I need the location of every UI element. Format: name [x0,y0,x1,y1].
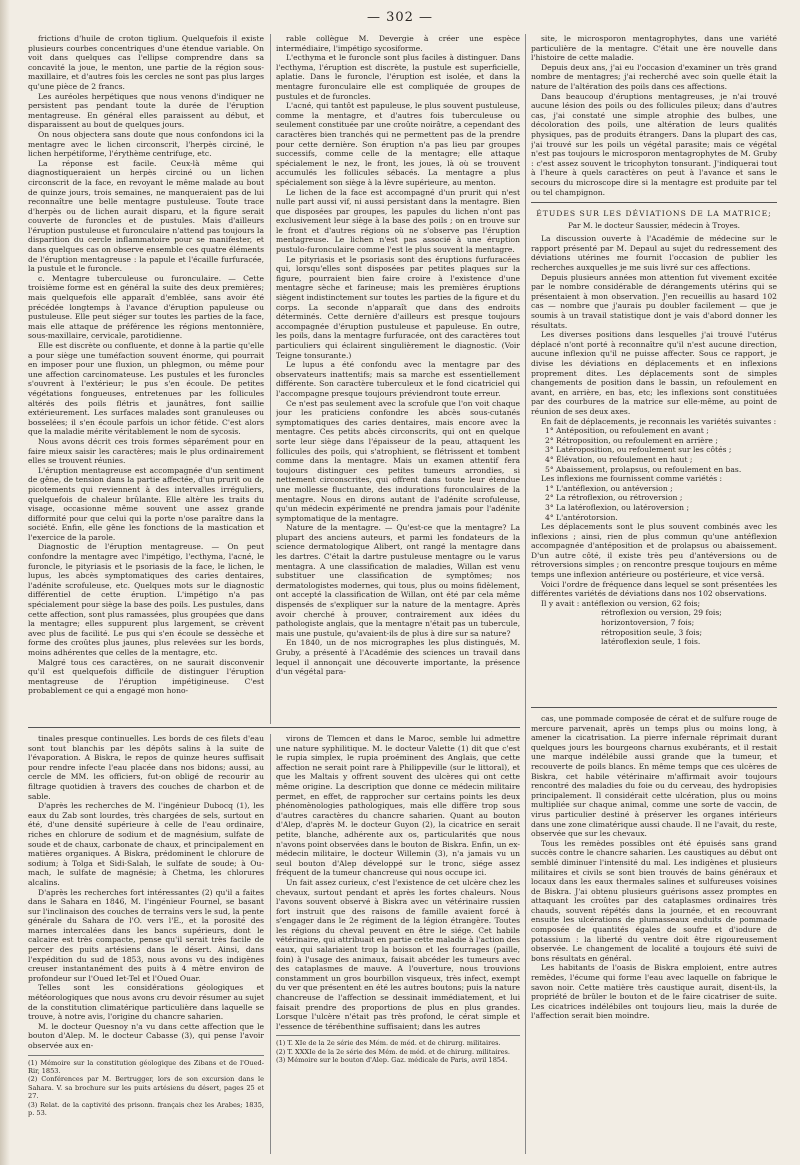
list-item: 3° La latéroflexion, ou latéroversion ; [545,502,690,512]
column-5 [276,734,520,1154]
list-item: 4° Élévation, ou refoulement en haut ; [545,454,693,464]
paragraph: D'après les recherches fort intéressantes (2) qu'il a faites dans le Sahara en 1846, M. l'ingénieur Fournel, se basant sur l'inclinaison des couches de terrains vers le sud, la pente générale du Sahara de l'O. vers l'E., et la porosité des marnes intercalées dans les bancs supérieurs, dont le calcaire est très compacte, pense qu'il serait très facile de percer des puits artésiens dans le désert. Ainsi, dans l'expédition du sud de 1853, nous avons vu des indigènes creuser instantanément des puits à 4 mètre environ de profondeur sur l'Oued Iet-Tel et l'Oued Ouar. [28,887,264,983]
paragraph: Diagnostic de l'éruption mentagreuse. — On peut confondre la mentagre avec l'impétigo, l'ecthyma, l'acné, le furoncle, le pityriasis et le psoriasis de la face, le lichen, le lupus, les abcès symptomatiques des caries dentaires, l'adénite scrofuleuse, etc. Quelques mots sur le diagnostic différentiel de cette éruption. L'impétigo n'a pas spécialement pour siège la base des poils. Les pustules, dans cette affection, sont plus ramassées, plus groupées que dans la mentagre; elles suppurent plus largement, se crèvent avec plus de facilité. Le pus qui s'en écoule se dessèche et forme des croûtes plus jaunes, plus relevées sur les bords, moins adhérentes que celles de la mentagre, etc. [28,542,264,657]
column-rule [525,714,526,1154]
paragraph: c. Mentagre tuberculeuse ou furonculaire. — Cette troisième forme est en général la suite des deux premières; mais quelquefois elle apparaît d'emblée, sans avoir été précédée longtemps à l'avance d'éruption papuleuse ou pustuleuse. Elle peut siéger sur toutes les parties de la face, mais elle attaque de préférence les régions mentonnière, sous-maxillaire, cervicale, parotidienne. [28,273,264,341]
column-2 [276,34,520,724]
paragraph: Tous les remèdes possibles ont été épuisés sans grand succès contre le chancre saharien. Les caustiques au début ont semblé diminuer l'intensité du mal. Les indigènes et plusieurs militaires et civils se sont bien trouvés de bains généraux et locaux dans les eaux thermales salines et sulfureuses voisines de Biskra. J'ai obtenu plusieurs guérisons assez promptes en attaquant les croûtes par des cataplasmes ordinaires très chauds, souvent répétés dans la journée, et en recouvrant ensuite les ulcérations de plumasseaux enduits de pommade composée de quantités égales de soufre et d'iodure de potassium : la liberté du ventre doit être rigoureusement observée. Le changement de localité a toujours été suivi de bons résultats en général. [531,838,777,963]
paragraph: Les auréoles herpétiques que nous venons d'indiquer ne persistent pas pendant toute la durée de l'éruption mentagreuse. En général elles paraissent au début, et disparaissent au bout de quelques jours. [28,91,264,130]
paragraph: L'ecthyma et le furoncle sont plus faciles à distinguer. Dans l'ecthyma, l'éruption est discrète, la pustule est superficielle, aplatie. Dans le furoncle, l'éruption est isolée, et dans la mentagre furonculaire elle est compliquée de groupes de pustules et de furoncles. [276,53,520,101]
paragraph: Le lichen de la face est accompagné d'un prurit qui n'est nulle part aussi vif, ni aussi persistant dans la mentagre. Bien que disposées par groupes, les papules du lichen n'ont pas exclusivement leur siège à la base des poils ; on en trouve sur le front et d'autres régions où ne s'observe pas l'éruption mentagreuse. Le lichen n'est pas associé à une éruption pustulo-furonculaire comme l'est le plus souvent la mentagre. [276,187,520,255]
paragraph: La réponse est facile. Ceux-là même qui diagnostiqueraient un herpès circiné ou un lichen circonscrit de la face, en revoyant le même malade au bout de quinze jours, trois semaines, ne manqueraient pas de lui reconnaître une belle mentagre pustuleuse. Toute trace d'herpès ou de lichen aurait disparu, et la figure serait couverte de furoncles et de pustules. Mais d'ailleurs l'éruption pustuleuse et furonculaire n'attend pas toujours la disparition du cercle inflammatoire pour se manifester, et dans quelques cas on observe ensemble ces quatre éléments de l'éruption mentagreuse : la papule et l'écaille furfuracée, la pustule et le furoncle. [28,158,264,274]
paragraph: rable collègue M. Devergie à créer une espèce intermédiaire, l'impétigo sycosiforme. [276,34,520,53]
paragraph: Nous avons décrit ces trois formes séparément pour en faire mieux saisir les caractères; mais le plus ordinairement elles se trouvent réunies. [28,436,264,466]
column-rule [270,34,271,724]
paragraph: Les inflexions me fournissent comme variétés : [541,474,723,484]
paragraph: cas, une pommade composée de cérat et de sulfure rouge de mercure parvenait, après un temps plus ou moins long, à amener la cicatrisation. La pierre infernale réprimait durant quelques jours les bourgeons charnus exubérants, et il restait une marque indélébile aussi grande que la tumeur, et recouverte de poils blancs. En même temps que ces ulcères de Biskra, cet habile vétérinaire m'affirmait avoir toujours rencontré des maladies du foie ou du cerveau, des hydropisies principalement. Il considérait cette ulcération, plus ou moins multipliée sur chaque animal, comme une sorte de vaccin, de virus particulier destiné à préserver les organes intérieurs dans une zone climatérique aussi chaude. Il ne l'avait, du reste, observée que sur les chevaux. [531,714,777,839]
list-item: 5° Abaissement, prolapsus, ou refoulement en bas. [545,464,742,474]
list-item: 4° L'antérotorsion. [545,512,618,522]
paragraph: Nature de la mentagre. — Qu'est-ce que la mentagre? La plupart des anciens auteurs, et parmi les fondateurs de la science dermatologique Alibert, ont rangé la mentagre dans les dartres. C'était la dartre pustuleuse mentagre ou le varus mentagra. A une classification de maladies, Willan est venu substituer une classification de symptômes; nos dermatologistes modernes, qui tous, plus ou moins fidèlement, ont accepté la classification de Willan, ont été par cela même dispensés de s'expliquer sur la nature de la mentagre. Après avoir cherché à prouver, contrairement aux idées du pathologiste anglais, que la mentagre n'était pas un tubercule, mais une pustule, qu'avaient-ils de plus à dire sur sa nature? [276,523,520,638]
paragraph: site, le microsporon mentagrophytes, dans une variété particulière de la mentagre. C'était une ère nouvelle dans l'histoire de cette maladie. [531,34,777,63]
footnote: (3) Relat. de la captivité des prisonn. français chez les Arabes; 1835, p. 53. [28,1100,264,1118]
column-rule [270,734,271,1154]
list-item: latéroflexion seule, 1 fois. [601,637,701,647]
paragraph: Telles sont les considérations géologiques et météorologiques que nous avons cru devoir résumer au sujet de la constitution climatérique particulière dans laquelle se trouve, à notre avis, l'origine du chancre saharien. [28,983,264,1022]
paragraph: Il y avait : antéflexion ou version, 62 fois; [541,598,701,608]
paragraph: virons de Tlemcen et dans le Maroc, semble lui admettre une nature syphilitique. M. le docteur Valette (1) dit que c'est le rupia simplex, le rupia proéminent des Anglais, que cette affection ne serait point rare à Philippeville (sur le littoral), et que les Maltais y offrent souvent des ulcères qui ont cette même origine. La description que donne ce médecin militaire permet, en effet, de rapprocher sur certains points les deux phénomènologies pathologiques, mais elle diffère trop sous d'autres caractères du chancre saharien. Quant au bouton d'Alep, d'après M. le docteur Guyon (2), la cicatrice en serait petite, blanche, adhérente aux os, particularités que nous n'avons point observées dans le bouton de Biskra. Enfin, un ex-médecin militaire, le docteur Willemin (3), n'a jamais vu un seul bouton d'Alep développé sur le tronc, siége assez fréquent de la tumeur chancreuse qui nous occupe ici. [276,734,520,878]
paragraph: On nous objectera sans doute que nous confondons ici la mentagre avec le lichen circonscrit, l'herpès circiné, le lichen herpétiforme, l'érythème centrifuge, etc. [28,129,264,159]
page-divider [28,727,520,728]
binding-fold [0,0,10,1165]
footnote: (1) T. XIe de la 2e série des Mém. de méd. et de chirurg. militaires. [276,1039,501,1048]
paragraph: Dans beaucoup d'éruptions mentagreuses, je n'ai trouvé aucune lésion des poils ou des follicules pileux; dans d'autres cas, j'ai constaté une simple atrophie des bulbes, une décoloration des poils, une altération de leurs qualités physiques, pas de produits étrangers. Dans la plupart des cas, j'ai trouvé sur les poils un végétal parasite; mais ce végétal n'est pas toujours le microsporon mentagrophytes de M. Gruby : c'est assez souvent le tricophyton tonsurant. J'indiquerai tout à l'heure à quels caractères on peut à l'avance et sans le secours du microscope dire si la mentagre est produite par tel ou tel champignon. [531,91,777,197]
section-title: ÉTUDES SUR LES DÉVIATIONS DE LA MATRICE; [536,209,772,219]
paragraph: Ce n'est pas seulement avec la scrofule que l'on voit chaque jour les praticiens confondre les abcès sous-cutanés symptomatiques des caries dentaires, mais encore avec la mentagre. Ces petits abcès circonscrits, qui ont en quelque sorte leur siège dans l'épaisseur de la peau, attaquent les follicules des poils, qui s'atrophient, se flétrissent et tombent comme dans la mentagre. Mais un examen attentif fera toujours distinguer ces petites tumeurs arrondies, si nettement circonscrites, qui offrent dans toute leur étendue une mollesse fluctuante, des indurations furonculaires de la mentagre. Nous en dirons autant de l'adénite scrofuleuse, qu'un médecin expérimenté ne prendra jamais pour l'adénite symptomatique de la mentagre. [276,398,520,523]
list-item: 1° L'antéflexion, ou antéversion ; [545,483,673,493]
paragraph: Depuis deux ans, j'ai eu l'occasion d'examiner un très grand nombre de mentagres; j'ai recherché avec soin quelle était la nature de l'altération des poils dans ces affections. [531,62,777,91]
page-divider [531,707,777,708]
list-item: 1° Antéposition, ou refoulement en avant ; [545,426,709,436]
section-author: Par M. le docteur Saussier, médecin à Troyes. [567,220,740,230]
column-rule [525,34,526,724]
list-item: horizontoversion, 7 fois; [601,618,695,628]
paragraph: L'éruption mentagreuse est accompagnée d'un sentiment de gêne, de tension dans la partie affectée, d'un prurit ou de picotements qui reviennent à des intervalles irréguliers, quelquefois de chaleur brûlante. Elle altère les traits du visage, occasionne même souvent une assez grande difformité pour que celui qui la porte n'ose paraître dans la société. Enfin, elle gêne les fonctions de la mastication et l'exercice de la parole. [28,465,264,542]
paragraph: Un fait assez curieux, c'est l'existence de cet ulcère chez les chevaux, surtout pendant et après les fortes chaleurs. Nous l'avons souvent observé à Biskra avec un vétérinaire russien fort instruit que des raisons de famille avaient forcé à s'engager dans le 2e régiment de la légion étrangère. Toutes les régions du cheval peuvent en être le siége. Cet habile vétérinaire, qui attribuait en partie cette maladie à l'action des eaux, qui salariaient trop la boisson et les fourrages (paille, foin) à l'usage des animaux, faisait abcéder les tumeurs avec des cataplasmes de mauve. A l'ouverture, nous trouvions constamment un gros bourbillon visqueux, très infect, exempt du ver que présentent en été les autres boutons; puis la nature chancreuse de l'affection se dessinait immédiatement, et lui faisait prendre des proportions de plus en plus grandes. Lorsque l'ulcère n'était pas très profond, le cérat simple et l'essence de térébenthine suffisaient; dans les autres [276,877,520,1031]
list-item: 2° Rétroposition, ou refoulement en arrière ; [545,435,718,445]
paragraph: Voici l'ordre de fréquence dans lequel se sont présentées les différentes variétés de déviations dans nos 102 observations. [531,579,777,599]
column-3 [531,34,777,684]
footnote: (1) Mémoire sur la constitution géologique des Zibans et de l'Oued-Rir, 1853. [28,1058,264,1075]
column-6 [531,714,777,1154]
paragraph: frictions d'huile de croton tiglium. Quelquefois il existe plusieurs courbes concentriques d'une étendue variable. On voit dans quelques cas l'ellipse comprendre dans sa concavité la joue, le menton, une partie de la région sous-maxillaire, et d'autres fois les cercles ne sont pas plus larges qu'une pièce de 2 francs. [28,34,264,91]
list-item: rétroflexion ou version, 29 fois; [601,608,722,618]
footnotes [276,1035,520,1064]
paragraph: Le lupus a été confondu avec la mentagre par des observateurs inattentifs; mais sa marche est essentiellement différente. Son caractère tuberculeux et le fond cicatriciel qui l'accompagne presque toujours préviendront toute erreur. [276,360,520,398]
footnotes [28,1055,264,1118]
paragraph: M. le docteur Quesnoy n'a vu dans cette affection que le bouton d'Alep. M. le docteur Cabasse (3), qui pense l'avoir observée aux en- [28,1021,264,1050]
list-item: 3° Latéroposition, ou refoulement sur les côtés ; [545,445,732,455]
paragraph: Malgré tous ces caractères, on ne saurait disconvenir qu'il est quelquefois difficile de distinguer l'éruption mentagreuse de l'éruption impétigineuse. C'est probablement ce qui a engagé mon hono- [28,657,264,696]
paragraph: Les diverses positions dans lesquelles j'ai trouvé l'utérus déplacé n'ont porté à reconnaître qu'il n'est aucune direction, aucune inflexion qu'il ne puisse affecter. Sous ce rapport, je divise les déviations en déplacements et en inflexions proprement dites. Les déplacements sont de simples changements de position dans le bassin, un refoulement en avant, en arrière, en bas, etc; les inflexions sont constituées par des courbures de la matrice sur elle-même, au point de réunion de ses deux axes. [531,330,777,416]
paragraph: En fait de déplacements, je reconnais les variétés suivantes : [541,416,777,426]
column-1 [28,34,264,724]
paragraph: Depuis plusieurs années mon attention fut vivement excitée par le nombre considérable de dérangements utérins qui se présentaient à mon observation. J'en recueillis au hasard 102 cas — nombre que j'aurais pu doubler facilement — que je soumis à un travail statistique dont je vais d'abord donner les résultats. [531,272,777,330]
paragraph: Les habitants de l'oasis de Biskra emploient, entre autres remèdes, l'écume qui forme l'eau avec laquelle on fabrique le savon noir. Cette matière très caustique aurait, disent-ils, la propriété de brûler le bouton et de le faire cicatriser de suite. Les cicatrices indélébiles ont toujours lieu, mais la durée de l'affection serait bien moindre. [531,963,777,1021]
footnote: (3) Mémoire sur le bouton d'Alep. Gaz. médicale de Paris, avril 1854. [276,1056,508,1065]
column-4 [28,734,264,1154]
paragraph: tinales presque continuelles. Les bords de ces filets d'eau sont tout blanchis par les dépôts salins à la suite de l'évaporation. A Biskra, le repos de quinze heures suffisait pour rendre infecte l'eau placée dans nos bidons; aussi, au cercle de MM. les officiers, fut-on obligé de recourir au filtrage quotidien à travers des couches de charbon et de sable. [28,734,264,801]
paragraph: Elle est discrète ou confluente, et donne à la partie qu'elle a pour siège une tuméfaction souvent énorme, qui pourrait en imposer pour une fluxion, un phlegmon, ou même pour une affection carcinomateuse. Les pustules et les furoncles s'ouvrent à l'extérieur; le pus s'en écoule. De petites végétations fongueuses, entretenues par les follicules altérés des poils flétris et jaunâtres, font saillie extérieurement. Les surfaces malades sont granuleuses ou bosselées; il s'en écoule parfois un ichor fétide. C'est alors que la maladie mérite véritablement le nom de sycosis. [28,341,264,437]
paragraph: Le pityriasis et le psoriasis sont des éruptions furfuracées qui, lorsqu'elles sont disposées par petites plaques sur la figure, pourraient bien faire croire à l'existence d'une mentagre sèche et farineuse; mais les premières éruptions siègent indistinctement sur toutes les parties de la figure et du corps. La seconde n'apparaît que dans des endroits déterminés. Cette dernière d'ailleurs est presque toujours accompagnée d'éruption pustuleuse et papuleuse. En outre, les poils, dans la mentagre furfuracée, ont des caractères tout particuliers qui éclairent singulièrement le diagnostic. (Voir Teigne tonsurante.) [276,254,520,360]
paragraph: L'acné, qui tantôt est papuleuse, le plus souvent pustuleuse, comme la mentagre, et d'autres fois tuberculeuse ou seulement constituée par une croûte noirâtre, a cependant des caractères bien tranchés qui ne permettent pas de la prendre pour cette dernière. Son éruption n'a pas lieu par groupes successifs, comme celle de la mentagre; elle attaque spécialement le nez, le front, les joues, là où se trouvent accumulés les follicules sébacés. La mentagre a plus spécialement son siège à la lèvre supérieure, au menton. [276,101,520,187]
paragraph: La discussion ouverte à l'Académie de médecine sur le rapport présenté par M. Depaul au sujet du redressement des déviations utérines me fournit l'occasion de publier les recherches auxquelles je me suis livré sur ces affections. [531,234,777,273]
list-item: rétroposition seule, 3 fois; [601,627,703,637]
footnote: (2) Conférences par M. Bertrugger, lors de son excursion dans le Sahara. V. sa brochure sur les puits artésiens du désert, pages 25 et 27. [28,1075,264,1101]
list-item: 2° La rétroflexion, ou rétroversion ; [545,493,683,503]
paragraph: En 1840, un de nos micrographes les plus distingués, M. Gruby, a présenté à l'Académie des sciences un travail dans lequel il annonçait une découverte importante, la présence d'un végétal para- [276,638,520,677]
footnote: (2) T. XXXIe de la 2e série des Mém. de méd. et de chirurg. militaires. [276,1047,511,1056]
page-number: — 302 — [366,10,434,25]
paragraph: D'après les recherches de M. l'ingénieur Dubocq (1), les eaux du Zab sont lourdes, très chargées de sels, surtout en été, d'une densité supérieure à celle de l'eau ordinaire, riches en chlorure de sodium et de magnésium, sulfate de soude et de chaux, carbonate de chaux, et principalement en matières organiques. A Biskra, prédominent le chlorure de sodium; à Tolga et Sidi-Salah, le sulfate de soude; à Ou-mach, le sulfate de magnésie; à Chetma, les chlorures alcalins. [28,801,264,887]
paragraph: Les déplacements sont le plus souvent combinés avec les inflexions ; ainsi, rien de plus commun qu'une antéflexion accompagnée d'antéposition et de prolapsus ou abaissement. D'un autre côté, il existe très peu d'antéversions ou de rétroversions simples ; on rencontre presque toujours en même temps une inflexion antérieure ou postérieure, et vice versâ. [531,522,777,580]
